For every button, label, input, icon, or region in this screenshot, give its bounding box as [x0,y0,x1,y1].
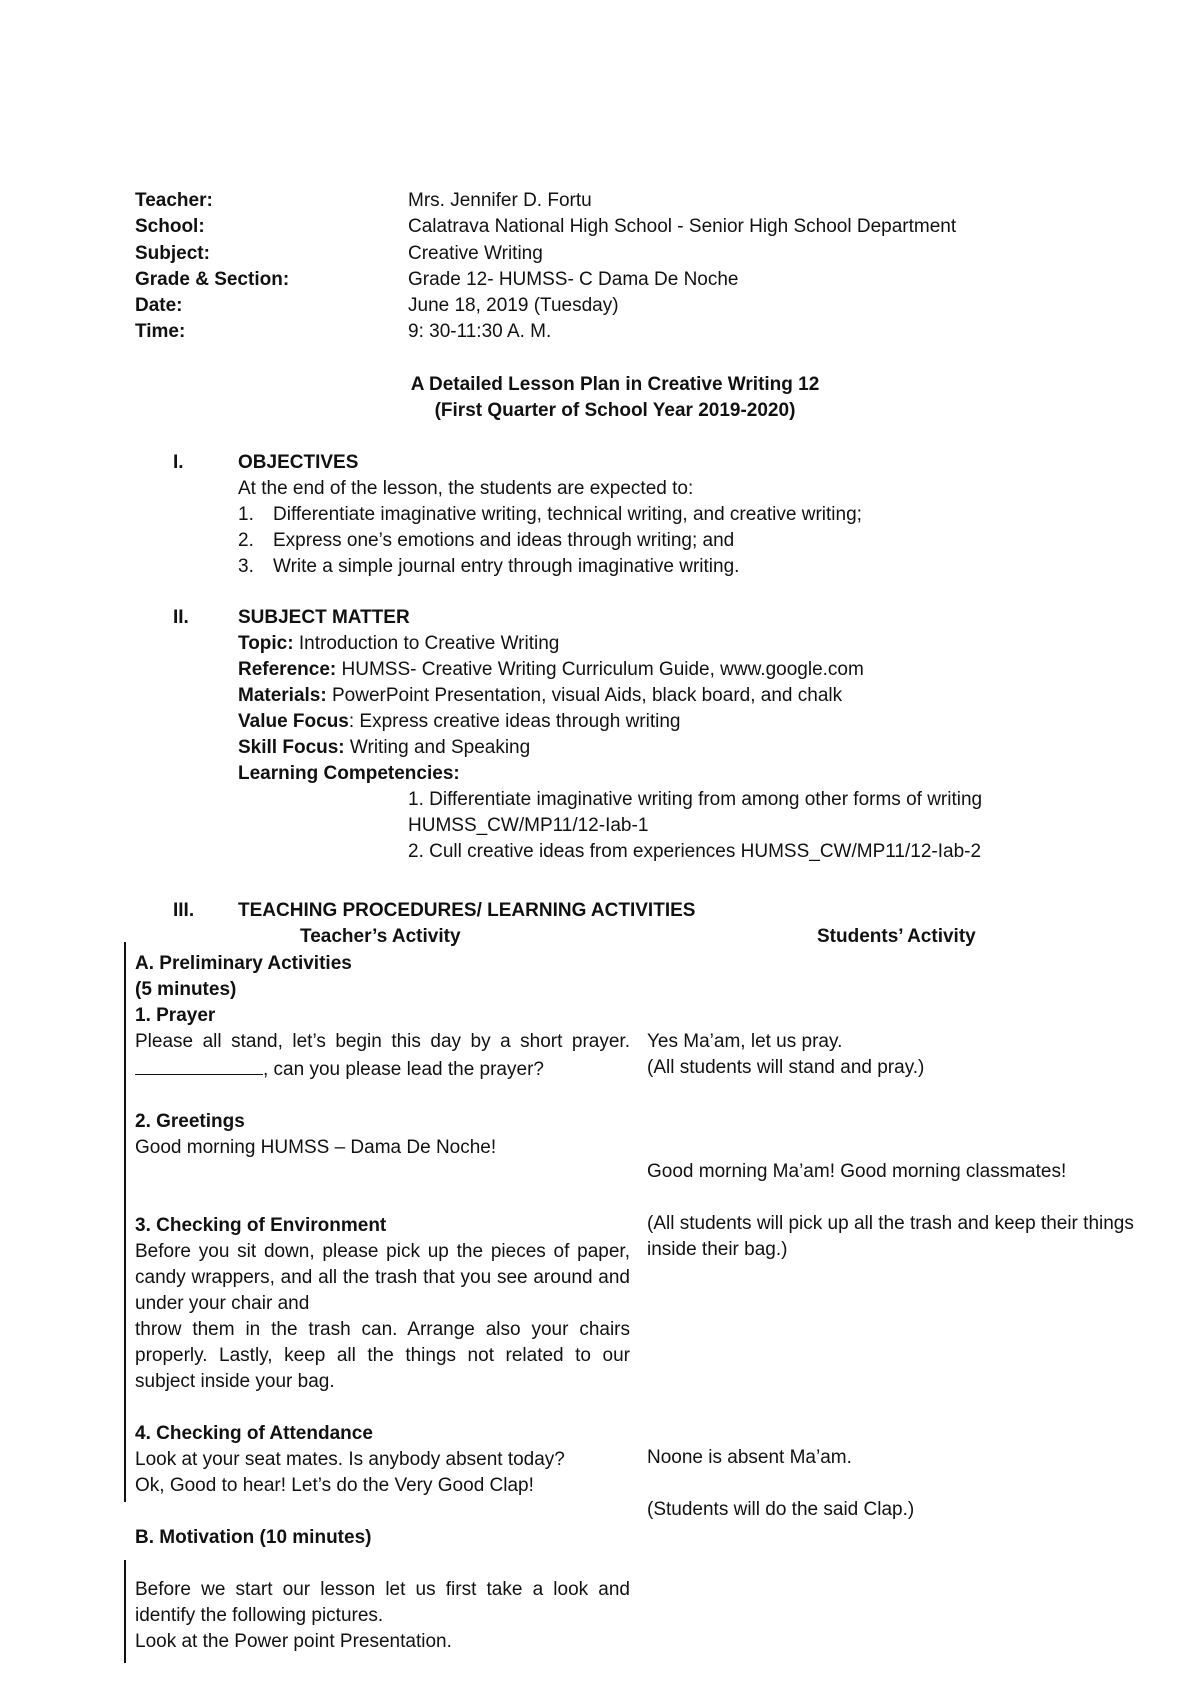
subject-matter-body [238,605,1098,865]
greetings-teacher: Good morning HUMSS – Dama De Noche! [135,1137,497,1158]
prayer-student-1: Yes Ma’am, let us pray. [647,1031,843,1052]
header-info [135,188,956,346]
list-number: 2. [238,530,254,551]
list-text: Differentiate imaginative writing, technical writing, and creative writing; [273,504,862,525]
table-left-border [124,1560,126,1663]
student-column-header: Students’ Activity [817,926,976,947]
objectives-heading: OBJECTIVES [238,452,359,473]
subject-value: Creative Writing [408,242,543,264]
environment-teacher-1: Before you sit down, please pick up the pieces of paper, candy wrappers, and all the trash that you see around and under your chair and [135,1241,630,1314]
subject-label: Subject: [135,242,210,264]
teacher-value: Mrs. Jennifer D. Fortu [408,190,592,211]
prayer-heading: 1. Prayer [135,1005,216,1026]
grade-row [135,267,956,293]
prayer-teacher-text: , can you please lead the prayer? [263,1059,544,1080]
subject-matter-numeral: II. [173,607,189,628]
time-row [135,319,956,345]
grade-label: Grade & Section: [135,268,290,290]
reference-label: Reference: [238,659,337,680]
spacer [135,1187,630,1213]
teacher-label: Teacher: [135,190,213,211]
attendance-teacher-2: Ok, Good to hear! Let’s do the Very Good Clap! [135,1475,534,1496]
spacer [135,1161,630,1187]
subject-matter-heading: SUBJECT MATTER [238,607,410,628]
procedures-heading: TEACHING PROCEDURES/ LEARNING ACTIVITIES [238,900,696,921]
date-value: June 18, 2019 (Tuesday) [408,295,619,317]
blank-line [135,1055,263,1075]
competency-2: 2. Cull creative ideas from experiences HUMSS_CW/MP11/12-Iab-2 [408,841,982,862]
skill-focus-label: Skill Focus: [238,737,345,758]
prayer-student-2: (All students will stand and pray.) [647,1057,925,1078]
spacer [135,1395,630,1421]
competencies-heading: Learning Competencies: [238,763,460,784]
competency-1-code: HUMSS_CW/MP11/12-Iab-1 [408,815,649,836]
spacer [135,1499,630,1525]
value-focus-line [238,709,1098,735]
preliminary-time: (5 minutes) [135,979,237,1000]
reference-line [238,657,1098,683]
motivation-teacher-2: Look at the Power point Presentation. [135,1631,452,1652]
school-row [135,214,956,240]
time-value: 9: 30-11:30 A. M. [408,321,552,343]
objectives-numeral: I. [173,452,184,473]
materials-value: PowerPoint Presentation, visual Aids, black board, and chalk [326,685,843,706]
time-label: Time: [135,321,186,343]
objectives-intro: At the end of the lesson, the students are expected to: [238,478,694,499]
attendance-teacher-1: Look at your seat mates. Is anybody absent today? [135,1449,565,1470]
skill-focus-line [238,735,1098,761]
date-row [135,293,956,319]
school-label: School: [135,216,205,238]
objectives-body [238,450,1098,580]
attendance-student-2: (Students will do the said Clap.) [647,1499,915,1520]
materials-line [238,683,1098,709]
greetings-heading: 2. Greetings [135,1111,245,1132]
document-title: A Detailed Lesson Plan in Creative Writing 12 [410,374,820,395]
attendance-heading: 4. Checking of Attendance [135,1423,373,1444]
environment-student-response: (All students will pick up all the trash and keep their things inside their bag.) [647,1213,1134,1260]
list-item [238,528,1098,554]
teacher-column [135,951,630,1655]
procedures-numeral: III. [173,900,195,921]
subject-row [135,241,956,267]
materials-label: Materials: [238,685,327,706]
list-item [238,554,1098,580]
list-item [238,502,1098,528]
motivation-teacher-1: Before we start our lesson let us first take a look and identify the following pictures. [135,1579,630,1626]
date-label: Date: [135,295,183,317]
motivation-heading: B. Motivation (10 minutes) [135,1527,372,1548]
topic-value: Introduction to Creative Writing [293,633,560,654]
environment-teacher-2: throw them in the trash can. Arrange also your chairs properly. Lastly, keep all the things not related to our subject inside your bag. [135,1319,630,1392]
skill-focus-value: Writing and Speaking [344,737,531,758]
teacher-row [135,188,956,214]
value-focus-value: : Express creative ideas through writing [348,711,681,732]
prayer-teacher-line-2 [135,1055,630,1083]
list-text: Write a simple journal entry through imaginative writing. [273,556,740,577]
spacer [135,1551,630,1577]
table-left-border [124,942,126,1502]
list-number: 1. [238,504,254,525]
reference-value: HUMSS- Creative Writing Curriculum Guide, www.google.com [336,659,864,680]
prayer-teacher-line-1: Please all stand, let’s begin this day by a short prayer. [135,1031,630,1052]
preliminary-heading: A. Preliminary Activities [135,953,352,974]
list-text: Express one’s emotions and ideas through writing; and [273,530,735,551]
greetings-student-response: Good morning Ma’am! Good morning classmates! [647,1161,1067,1182]
school-value: Calatrava National High School - Senior High School Department [408,216,957,238]
document-subtitle: (First Quarter of School Year 2019-2020) [434,400,796,421]
spacer [135,1083,630,1109]
attendance-student-1: Noone is absent Ma’am. [647,1447,852,1468]
prayer-student-response [647,1029,1157,1081]
list-number: 3. [238,556,254,577]
teacher-column-header: Teacher’s Activity [300,926,461,947]
topic-line [238,631,1098,657]
environment-heading: 3. Checking of Environment [135,1215,387,1236]
value-focus-label: Value Focus [238,711,349,732]
competency-1: 1. Differentiate imaginative writing from among other forms of writing [408,789,983,810]
grade-value: Grade 12- HUMSS- C Dama De Noche [408,268,739,290]
topic-label: Topic: [238,633,294,654]
